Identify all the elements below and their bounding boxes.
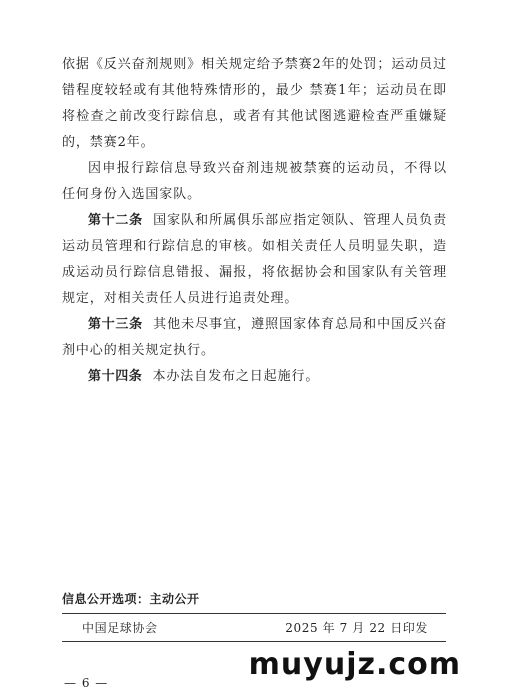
article-text: 本办法自发布之日起施行。 <box>152 369 320 384</box>
issuance-row <box>62 619 446 636</box>
site-watermark: muyujz.com <box>245 648 465 682</box>
article-12 <box>62 208 447 312</box>
paragraph-continued <box>62 52 447 156</box>
article-heading: 第十二条 <box>88 213 143 228</box>
article-heading: 第十四条 <box>88 369 143 384</box>
article-heading: 第十三条 <box>88 317 143 332</box>
disclosure-option: 信息公开选项：主动公开 <box>62 592 200 606</box>
body-text <box>62 52 447 390</box>
paragraph-text: 依据《反兴奋剂规则》相关规定给予禁赛2年的处罚；运动员过错程度较轻或有其他特殊情形的，最少 禁赛1年；运动员在即将检查之前改变行踪信息，或者有其他试图逃避检查严重嫌疑的，禁赛2年。 <box>62 57 447 150</box>
divider-bottom <box>62 641 446 642</box>
article-text: 国家队和所属俱乐部应指定领队、管理人员负责运动员管理和行踪信息的审核。如相关责任人员明显失职，造成运动员行踪信息错报、漏报，将依据协会和国家队有关管理规定，对相关责任人员进行追责处理。 <box>62 213 447 306</box>
paragraph <box>62 156 447 208</box>
print-date: 2025 年 7 月 22 日印发 <box>285 621 428 635</box>
article-text: 其他未尽事宜，遵照国家体育总局和中国反兴奋剂中心的相关规定执行。 <box>62 317 447 358</box>
paragraph-text: 因申报行踪信息导致兴奋剂违规被禁赛的运动员，不得以任何身份入选国家队。 <box>62 161 447 202</box>
article-13 <box>62 312 447 364</box>
page-number: — 6 — <box>64 676 109 690</box>
divider-top <box>62 613 446 614</box>
issuer-name: 中国足球协会 <box>82 621 158 635</box>
article-14 <box>62 364 447 390</box>
